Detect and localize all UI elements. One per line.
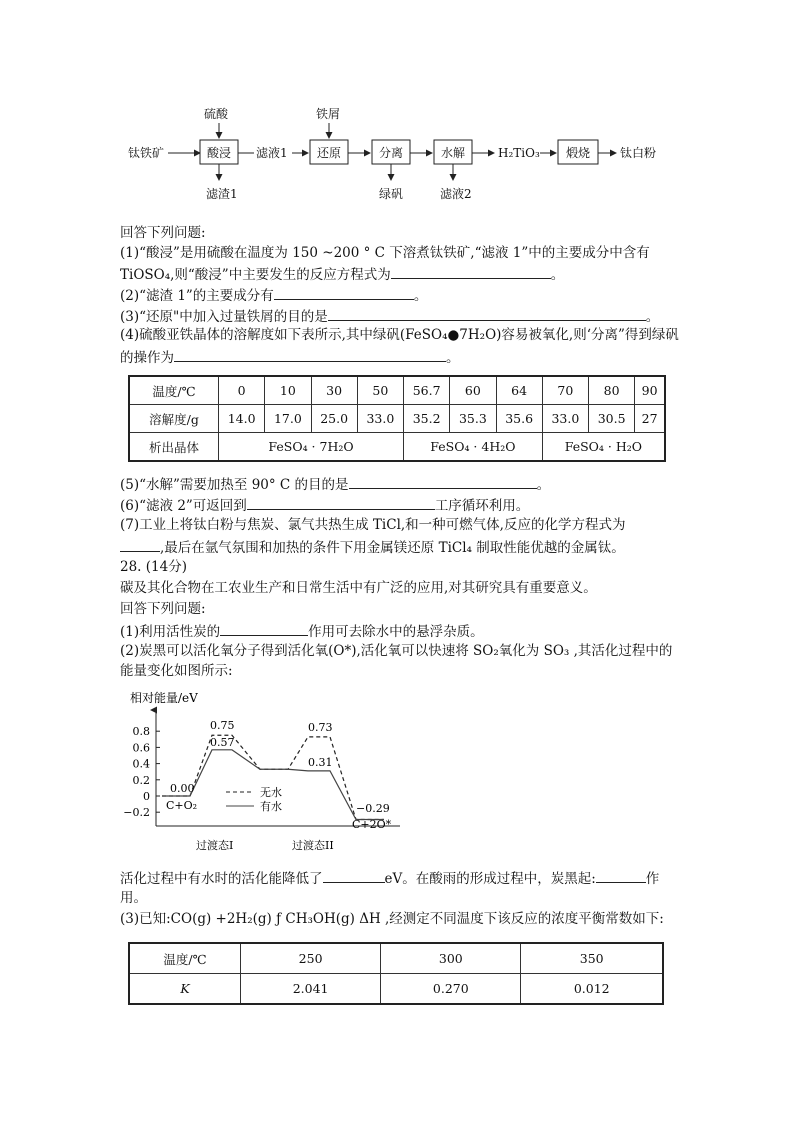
flow-step-separate: 分离 [379,146,404,160]
flow-reagent-2: 铁屑 [316,107,341,121]
answer-blank[interactable] [328,306,646,321]
table-row: 温度/℃ 250 300 350 [129,943,663,974]
q28-p1: (1)利用活性炭的 作用可去除水中的悬浮杂质。 [120,621,484,641]
table-row: 析出晶体 FeSO₄ · 7H₂O FeSO₄ · 4H₂O FeSO₄ · H₂O [129,433,665,462]
y-tick-label: 0.8 [132,725,150,739]
process-flow-diagram [120,100,680,210]
q27-p6: (6)“滤液 2”可返回到 工序循环利用。 [120,495,529,515]
table-row: 温度/℃ 0 10 30 50 56.7 60 64 70 80 90 [129,376,665,405]
equilibrium-table [128,942,664,1005]
q28-intro: 碳及其化合物在工农业生产和日常生活中有广泛的应用,对其研究具有重要意义。 [120,580,597,596]
flow-residue-1: 滤渣1 [206,187,238,201]
answer-blank[interactable] [391,264,551,279]
y-tick-label: 0.2 [132,773,150,787]
label-start-species: C+O₂ [166,799,198,812]
flow-output: 钛白粉 [620,146,657,160]
y-axis-label: 相对能量/eV [130,691,198,705]
q28-ask: 回答下列问题: [120,601,206,617]
q27-intro: 回答下列问题: [120,225,206,241]
x-label-ts1: 过渡态I [196,839,234,852]
q27-p3: (3)“还原"中加入过量铁屑的目的是 。 [120,306,659,326]
answer-blank[interactable] [323,868,385,883]
y-tick-label: 0 [143,790,150,803]
label-ts2-wet: 0.31 [308,756,333,769]
q28-title: 28. (14分) [120,559,187,575]
answer-blank[interactable] [349,474,537,489]
flow-h2tio3: H₂TiO₃ [498,146,540,160]
label-start-value: 0.00 [170,782,195,795]
flow-input: 钛铁矿 [128,146,165,160]
q27-p1-line1: (1)“酸浸”是用硫酸在温度为 150 ~200 ° C 下溶煮钛铁矿,“滤液 1”中的主要成分中含有 [120,245,650,261]
legend-wet-label: 有水 [260,800,282,813]
legend-dry-label: 无水 [260,786,282,799]
flow-step-hydrolysis: 水解 [441,146,466,160]
flow-filtrate-1: 滤液1 [256,146,288,160]
q28-p3: (3)已知:CO(g) +2H₂(g) ƒ CH₃OH(g) ΔH ,经测定不同温度下该反应的浓度平衡常数如下: [120,911,664,927]
table-row: 溶解度/g 14.0 17.0 25.0 33.0 35.2 35.3 35.6 33.0 30.5 27 [129,405,665,433]
q27-p1-line2: TiOSO₄,则“酸浸”中主要发生的反应方程式为 。 [120,264,564,284]
answer-blank[interactable] [174,347,446,362]
flow-step-leach: 酸浸 [207,146,232,160]
q27-p2: (2)“滤渣 1”的主要成分有 。 [120,285,427,305]
y-tick-label: 0.4 [132,757,150,771]
solubility-table [128,375,666,462]
energy-profile-chart [120,688,420,858]
q28-p2-line3: 活化过程中有水时的活化能降低了 eV。在酸雨的形成过程中，炭黑起: 作 [120,868,659,888]
label-ts1-wet: 0.57 [210,736,235,749]
q27-p7-line1: (7)工业上将钛白粉与焦炭、氯气共热生成 TiCl,和一种可燃气体,反应的化学方程式为 [120,517,626,533]
q27-p5: (5)“水解”需要加热至 90° C 的目的是 。 [120,474,550,494]
label-end-species: C+2O* [352,818,392,831]
flow-reagent-1: 硫酸 [204,107,229,121]
label-ts1-dry: 0.75 [210,719,235,732]
label-ts2-dry: 0.73 [308,721,333,734]
flow-step-calcine: 煅烧 [566,146,591,160]
flow-step-reduce: 还原 [317,146,342,160]
flow-green-vitriol: 绿矾 [379,187,404,201]
q27-p7-line2: ,最后在氩气氛围和加热的条件下用金属镁还原 TiCl₄ 制取性能优越的金属钛。 [120,537,625,557]
answer-blank[interactable] [247,495,435,510]
q27-p4-line1: (4)硫酸亚铁晶体的溶解度如下表所示,其中绿矾(FeSO₄●7H₂O)容易被氧化,则‘分离”得到绿矾 [120,327,679,343]
flow-filtrate-2: 滤液2 [440,187,472,201]
answer-blank[interactable] [220,621,308,636]
q28-p2-line4: 用。 [120,890,147,906]
answer-blank[interactable] [596,868,646,883]
table-row: K 2.041 0.270 0.012 [129,974,663,1005]
q28-p2-line1: (2)炭黑可以活化氧分子得到活化氧(O*),活化氧可以快速将 SO₂氧化为 SO₃ ,其活化过程中的 [120,643,673,659]
q28-p2-line2: 能量变化如图所示: [120,663,233,679]
q27-p1-text: TiOSO₄,则“酸浸”中主要发生的反应方程式为 [120,267,391,283]
y-tick-label: −0.2 [123,806,150,820]
answer-blank[interactable] [120,537,160,552]
y-tick-label: 0.6 [132,741,150,755]
answer-blank[interactable] [274,285,414,300]
label-end-value: −0.29 [356,802,390,815]
x-label-ts2: 过渡态II [292,839,334,852]
q27-p4-line2: 的操作为 。 [120,347,460,367]
